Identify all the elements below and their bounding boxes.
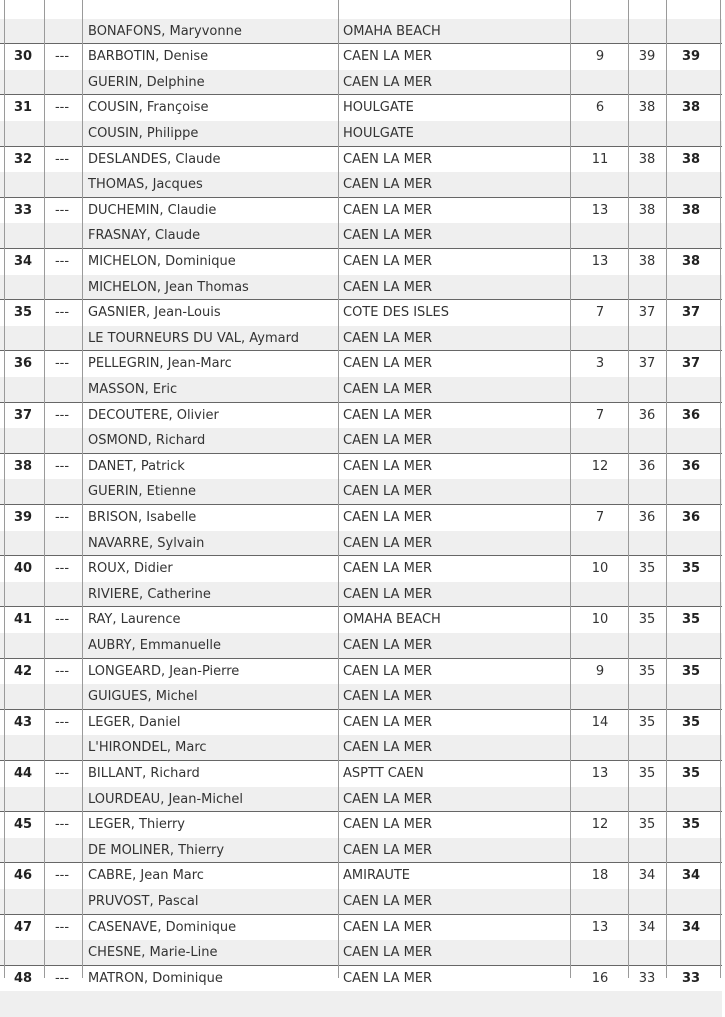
- score-1-cell: 12: [591, 458, 609, 474]
- club-cell: CAEN LA MER: [343, 970, 433, 986]
- total-cell: 35: [681, 612, 701, 628]
- pair-separator: [0, 453, 722, 454]
- club-cell: CAEN LA MER: [343, 510, 433, 525]
- total-cell: [668, 0, 714, 19]
- rank-cell: 37: [13, 407, 33, 423]
- club-cell: CAEN LA MER: [343, 151, 433, 167]
- pair-separator: [0, 555, 722, 556]
- total-cell: 33: [681, 970, 701, 986]
- table-row-secondary: [0, 275, 722, 301]
- club-cell: CAEN LA MER: [343, 356, 433, 372]
- score-2-cell: 35: [638, 714, 656, 730]
- total-cell: 36: [681, 407, 701, 423]
- table-row-secondary: [0, 889, 722, 915]
- dash-cell: ---: [54, 356, 70, 372]
- score-2-cell: 39: [638, 49, 656, 65]
- table-row-primary: [0, 198, 722, 224]
- pair-separator: [0, 709, 722, 710]
- club-cell: CAEN LA MER: [343, 561, 433, 577]
- player-name-cell: [88, 0, 336, 19]
- player-name-cell: DECOUTERE, Olivier: [88, 407, 219, 423]
- total-cell: 35: [681, 817, 701, 833]
- dash-cell: ---: [54, 458, 70, 474]
- rank-cell: 31: [13, 100, 33, 116]
- rank-cell: 39: [13, 510, 33, 525]
- player-name-cell: GUERIN, Delphine: [88, 74, 205, 90]
- player-name-cell: COUSIN, Françoise: [88, 100, 209, 116]
- dash-cell: ---: [54, 919, 70, 935]
- score-1-cell: 9: [595, 49, 605, 65]
- club-cell: CAEN LA MER: [343, 330, 433, 346]
- pair-separator: [0, 248, 722, 249]
- score-2-cell: 38: [638, 100, 656, 116]
- column-divider: [720, 0, 721, 978]
- total-cell: 38: [681, 100, 701, 116]
- player-name-cell: CHESNE, Marie-Line: [88, 945, 218, 961]
- score-1-cell: 13: [591, 766, 609, 781]
- table-row-secondary: [0, 428, 722, 454]
- rank-cell: 33: [13, 202, 33, 218]
- table-row-secondary: [0, 991, 722, 1017]
- total-cell: 38: [681, 151, 701, 167]
- rank-cell: 36: [13, 356, 33, 372]
- pair-separator: [0, 402, 722, 403]
- score-2-cell: 35: [638, 766, 656, 781]
- score-1-cell: 7: [595, 407, 605, 423]
- total-cell: 35: [681, 714, 701, 730]
- total-cell: 39: [681, 49, 701, 65]
- player-name-cell: RIVIERE, Catherine: [88, 586, 211, 602]
- score-2-cell: 36: [638, 510, 656, 525]
- table-row-primary: [0, 249, 722, 275]
- pair-separator: [0, 94, 722, 95]
- score-1-cell: 10: [591, 561, 609, 577]
- rank-cell: 38: [13, 458, 33, 474]
- pair-separator: [0, 504, 722, 505]
- rank-cell: 42: [13, 663, 33, 679]
- score-2-cell: [630, 0, 664, 19]
- player-name-cell: CABRE, Jean Marc: [88, 868, 204, 884]
- table-row-primary: [0, 659, 722, 685]
- player-name-cell: PELLEGRIN, Jean-Marc: [88, 356, 232, 372]
- column-divider: [4, 0, 5, 978]
- dash-cell: ---: [54, 970, 70, 986]
- pair-separator: [0, 197, 722, 198]
- score-2-cell: 38: [638, 202, 656, 218]
- total-cell: 38: [681, 202, 701, 218]
- dash-cell: ---: [54, 561, 70, 577]
- column-divider: [628, 0, 629, 978]
- total-cell: 35: [681, 663, 701, 679]
- club-cell: CAEN LA MER: [343, 433, 433, 449]
- pair-separator: [0, 350, 722, 351]
- club-cell: OMAHA BEACH: [343, 612, 441, 628]
- club-cell: CAEN LA MER: [343, 919, 433, 935]
- score-1-cell: 16: [591, 970, 609, 986]
- table-row-primary: [0, 454, 722, 480]
- player-name-cell: MASSON, Eric: [88, 382, 178, 397]
- player-name-cell: NAVARRE, Sylvain: [88, 535, 205, 551]
- table-row-primary: [0, 300, 722, 326]
- rank-cell: 41: [13, 612, 33, 628]
- dash-cell: ---: [54, 612, 70, 628]
- dash-cell: ---: [54, 817, 70, 833]
- total-cell: 38: [681, 254, 701, 269]
- table-row-secondary: [0, 684, 722, 710]
- total-cell: 37: [681, 356, 701, 372]
- club-cell: CAEN LA MER: [343, 382, 433, 397]
- club-cell: HOULGATE: [343, 100, 414, 116]
- pair-separator: [0, 811, 722, 812]
- club-cell: CAEN LA MER: [343, 202, 433, 218]
- player-name-cell: [88, 991, 336, 1017]
- player-name-cell: OSMOND, Richard: [88, 433, 206, 449]
- club-cell: CAEN LA MER: [343, 254, 433, 269]
- rank-cell: 48: [13, 970, 33, 986]
- table-row-primary: [0, 44, 722, 70]
- table-row-secondary: [0, 70, 722, 96]
- dash-cell: [44, 0, 80, 19]
- player-name-cell: LEGER, Thierry: [88, 817, 185, 833]
- rank-cell: 43: [13, 714, 33, 730]
- player-name-cell: DESLANDES, Claude: [88, 151, 221, 167]
- player-name-cell: LEGER, Daniel: [88, 714, 181, 730]
- club-cell: AMIRAUTE: [343, 868, 411, 884]
- total-cell: 36: [681, 510, 701, 525]
- score-2-cell: 36: [638, 407, 656, 423]
- column-divider: [570, 0, 571, 978]
- score-1-cell: 3: [595, 356, 605, 372]
- total-cell: 34: [681, 868, 701, 884]
- table-row-primary: [0, 403, 722, 429]
- club-cell: ASPTT CAEN: [343, 766, 424, 781]
- table-row-primary: [0, 812, 722, 838]
- club-cell: CAEN LA MER: [343, 535, 433, 551]
- player-name-cell: RAY, Laurence: [88, 612, 181, 628]
- table-row-secondary: [0, 377, 722, 403]
- rank-cell: 35: [13, 305, 33, 321]
- score-1-cell: 13: [591, 919, 609, 935]
- table-row-secondary: [0, 735, 722, 761]
- club-cell: CAEN LA MER: [343, 842, 433, 858]
- table-row-primary: [0, 147, 722, 173]
- table-row-primary: [0, 505, 722, 531]
- player-name-cell: AUBRY, Emmanuelle: [88, 638, 221, 653]
- score-1-cell: 13: [591, 202, 609, 218]
- club-cell: CAEN LA MER: [343, 740, 433, 756]
- pair-separator: [0, 862, 722, 863]
- club-cell: CAEN LA MER: [343, 228, 433, 244]
- score-1-cell: 9: [595, 663, 605, 679]
- club-cell: COTE DES ISLES: [343, 305, 449, 321]
- player-name-cell: GASNIER, Jean-Louis: [88, 305, 221, 321]
- club-cell: CAEN LA MER: [343, 663, 433, 679]
- dash-cell: ---: [54, 407, 70, 423]
- table-row-primary: [0, 0, 722, 19]
- table-row-secondary: [0, 940, 722, 966]
- score-1-cell: 6: [595, 100, 605, 116]
- score-2-cell: 38: [638, 254, 656, 269]
- player-name-cell: LE TOURNEURS DU VAL, Aymard: [88, 330, 300, 346]
- table-row-secondary: [0, 326, 722, 352]
- score-2-cell: 35: [638, 817, 656, 833]
- table-row-secondary: [0, 531, 722, 557]
- dash-cell: ---: [54, 510, 70, 525]
- column-divider: [44, 0, 45, 978]
- player-name-cell: GUERIN, Etienne: [88, 484, 197, 500]
- score-2-cell: 34: [638, 919, 656, 935]
- table-row-primary: [0, 863, 722, 889]
- dash-cell: ---: [54, 766, 70, 781]
- table-row-primary: [0, 351, 722, 377]
- table-row-secondary: [0, 19, 722, 45]
- player-name-cell: L'HIRONDEL, Marc: [88, 740, 207, 756]
- club-cell: CAEN LA MER: [343, 279, 433, 295]
- score-2-cell: 36: [638, 458, 656, 474]
- pair-separator: [0, 606, 722, 607]
- club-cell: CAEN LA MER: [343, 586, 433, 602]
- rank-cell: 46: [13, 868, 33, 884]
- player-name-cell: PRUVOST, Pascal: [88, 894, 199, 909]
- column-divider: [338, 0, 339, 978]
- table-row-primary: [0, 556, 722, 582]
- table-row-primary: [0, 966, 722, 992]
- pair-separator: [0, 146, 722, 147]
- dash-cell: ---: [54, 151, 70, 167]
- table-row-secondary: [0, 582, 722, 608]
- player-name-cell: DANET, Patrick: [88, 458, 185, 474]
- score-1-cell: 7: [595, 305, 605, 321]
- column-divider: [82, 0, 83, 978]
- player-name-cell: BRISON, Isabelle: [88, 510, 197, 525]
- player-name-cell: DUCHEMIN, Claudie: [88, 202, 217, 218]
- player-name-cell: FRASNAY, Claude: [88, 228, 201, 244]
- pair-separator: [0, 914, 722, 915]
- player-name-cell: COUSIN, Philippe: [88, 126, 199, 141]
- column-divider: [666, 0, 667, 978]
- rank-cell: 40: [13, 561, 33, 577]
- pair-separator: [0, 299, 722, 300]
- dash-cell: ---: [54, 305, 70, 321]
- club-cell: CAEN LA MER: [343, 817, 433, 833]
- club-cell: CAEN LA MER: [343, 177, 433, 193]
- score-2-cell: 35: [638, 561, 656, 577]
- score-1-cell: 7: [595, 510, 605, 525]
- player-name-cell: LOURDEAU, Jean-Michel: [88, 791, 244, 807]
- player-name-cell: DE MOLINER, Thierry: [88, 842, 225, 858]
- score-2-cell: 34: [638, 868, 656, 884]
- table-row-secondary: [0, 121, 722, 147]
- table-row-primary: [0, 95, 722, 121]
- pair-separator: [0, 760, 722, 761]
- total-cell: 36: [681, 458, 701, 474]
- dash-cell: ---: [54, 49, 70, 65]
- club-cell: CAEN LA MER: [343, 74, 433, 90]
- total-cell: 34: [681, 919, 701, 935]
- club-cell: CAEN LA MER: [343, 689, 433, 705]
- player-name-cell: LONGEARD, Jean-Pierre: [88, 663, 240, 679]
- rank-cell: 32: [13, 151, 33, 167]
- player-name-cell: CASENAVE, Dominique: [88, 919, 237, 935]
- rank-cell: 45: [13, 817, 33, 833]
- score-1-cell: 10: [591, 612, 609, 628]
- dash-cell: ---: [54, 868, 70, 884]
- table-row-primary: [0, 710, 722, 736]
- score-2-cell: 35: [638, 612, 656, 628]
- table-row-primary: [0, 761, 722, 787]
- pair-separator: [0, 43, 722, 44]
- table-row-secondary: [0, 223, 722, 249]
- player-name-cell: BARBOTIN, Denise: [88, 49, 209, 65]
- total-cell: 35: [681, 766, 701, 781]
- table-row-primary: [0, 607, 722, 633]
- player-name-cell: BONAFONS, Maryvonne: [88, 23, 242, 39]
- player-name-cell: MATRON, Dominique: [88, 970, 223, 986]
- player-name-cell: BILLANT, Richard: [88, 766, 200, 781]
- club-cell: CAEN LA MER: [343, 49, 433, 65]
- score-1-cell: 18: [591, 868, 609, 884]
- score-1-cell: 13: [591, 254, 609, 269]
- table-row-secondary: [0, 787, 722, 813]
- player-name-cell: THOMAS, Jacques: [88, 177, 203, 193]
- dash-cell: ---: [54, 254, 70, 269]
- score-2-cell: 38: [638, 151, 656, 167]
- score-1-cell: 11: [591, 151, 609, 167]
- score-2-cell: 37: [638, 305, 656, 321]
- table-row-secondary: [0, 838, 722, 864]
- club-cell: CAEN LA MER: [343, 791, 433, 807]
- pair-separator: [0, 658, 722, 659]
- rank-cell: 44: [13, 766, 33, 781]
- table-row-secondary: [0, 172, 722, 198]
- club-cell: CAEN LA MER: [343, 484, 433, 500]
- club-cell: CAEN LA MER: [343, 945, 433, 961]
- rank-cell: 34: [13, 254, 33, 269]
- score-2-cell: 35: [638, 663, 656, 679]
- club-cell: [343, 991, 568, 1017]
- dash-cell: ---: [54, 663, 70, 679]
- total-cell: 37: [681, 305, 701, 321]
- score-1-cell: 12: [591, 817, 609, 833]
- club-cell: CAEN LA MER: [343, 407, 433, 423]
- rank-cell: 47: [13, 919, 33, 935]
- club-cell: CAEN LA MER: [343, 714, 433, 730]
- score-2-cell: 33: [638, 970, 656, 986]
- score-2-cell: 37: [638, 356, 656, 372]
- score-1-cell: 14: [591, 714, 609, 730]
- rank-cell: 30: [13, 49, 33, 65]
- club-cell: OMAHA BEACH: [343, 23, 441, 39]
- dash-cell: ---: [54, 714, 70, 730]
- club-cell: [343, 0, 568, 19]
- club-cell: CAEN LA MER: [343, 638, 433, 653]
- player-name-cell: MICHELON, Jean Thomas: [88, 279, 249, 295]
- player-name-cell: GUIGUES, Michel: [88, 689, 198, 705]
- player-name-cell: MICHELON, Dominique: [88, 254, 236, 269]
- score-1-cell: [572, 0, 628, 19]
- club-cell: CAEN LA MER: [343, 458, 433, 474]
- player-name-cell: ROUX, Didier: [88, 561, 173, 577]
- total-cell: 35: [681, 561, 701, 577]
- pair-separator: [0, 965, 722, 966]
- table-row-primary: [0, 915, 722, 941]
- table-row-secondary: [0, 633, 722, 659]
- rank-cell: [4, 0, 42, 19]
- dash-cell: ---: [54, 202, 70, 218]
- club-cell: CAEN LA MER: [343, 894, 433, 909]
- dash-cell: ---: [54, 100, 70, 116]
- table-row-secondary: [0, 479, 722, 505]
- club-cell: HOULGATE: [343, 126, 414, 141]
